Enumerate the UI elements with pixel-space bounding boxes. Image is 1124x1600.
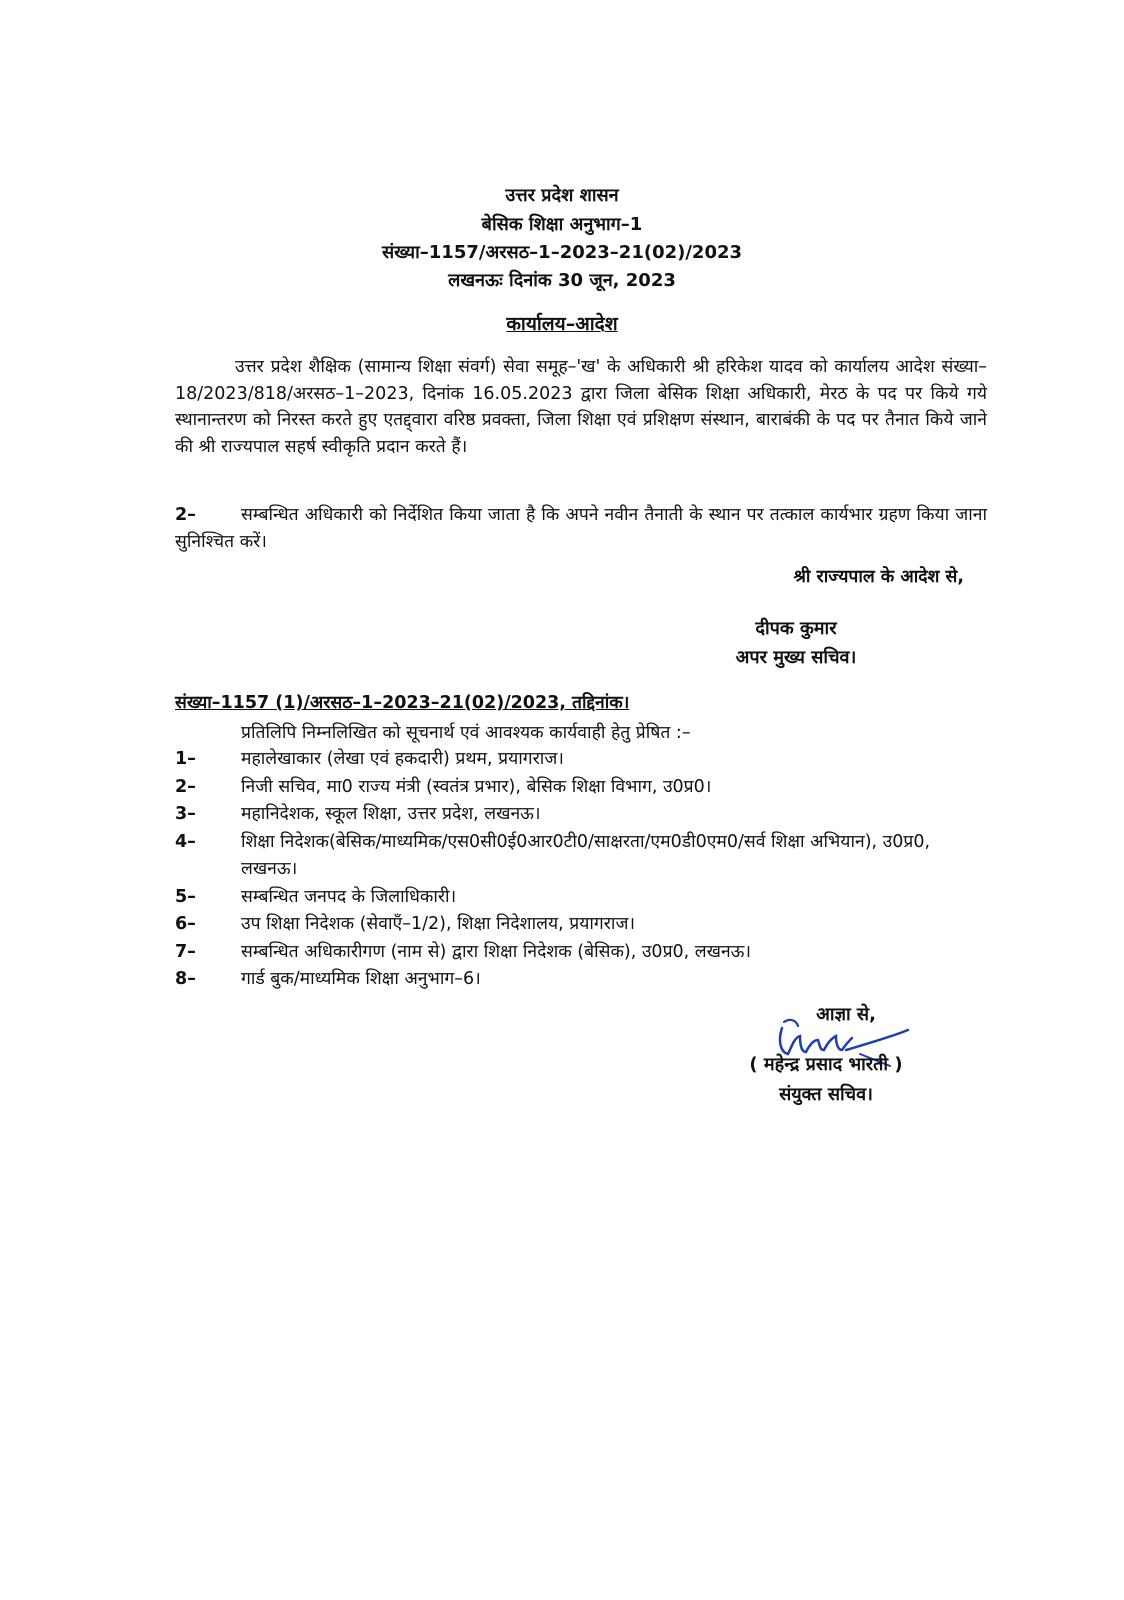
signatory-2	[706, 1000, 946, 1110]
copy-list-item-number: 3–	[175, 804, 196, 824]
signature-space	[706, 1030, 946, 1050]
copy-list-item	[175, 884, 987, 912]
copy-list-item-text: सम्बन्धित जनपद के जिलाधिकारी।	[241, 886, 457, 907]
signatory-2-order-by: आज्ञा से,	[816, 1004, 876, 1025]
copy-list-item-number: 6–	[175, 914, 196, 934]
copy-list-item-text: महानिदेशक, स्कूल शिक्षा, उत्तर प्रदेश, लखनऊ।	[241, 804, 541, 824]
signatory-1-designation: अपर मुख्य सचिव।	[735, 647, 857, 668]
copy-list-item	[175, 939, 987, 967]
copy-list-item-number: 5–	[175, 886, 196, 907]
copy-list-item-number: 1–	[175, 749, 196, 769]
paragraph-2-number: 2–	[175, 505, 196, 525]
copy-reference: संख्या–1157 (1)/अरसठ–1–2023–21(02)/2023, तद्दिनांक।	[175, 693, 630, 713]
paragraph-2-text: सम्बन्धित अधिकारी को निर्देशित किया जाता है कि अपने नवीन तैनाती के स्थान पर तत्काल कार्यभार ग्रहण किया जाना सुनिश्चित करें।	[175, 505, 987, 552]
header-place-date: लखनऊः दिनांक 30 जून, 2023	[448, 270, 676, 291]
copy-list-item	[175, 801, 987, 829]
copy-list-item-number: 7–	[175, 941, 196, 962]
paragraph-1	[175, 354, 987, 460]
copy-list-item-number: 8–	[175, 969, 196, 989]
copy-list-item	[175, 829, 987, 884]
copy-list-item-number: 4–	[175, 831, 196, 852]
order-by-governor: श्री राज्यपाल के आदेश से,	[793, 567, 964, 587]
copy-list-item-text: महालेखाकार (लेखा एवं हकदारी) प्रथम, प्रयागराज।	[241, 749, 564, 769]
copy-list-item	[175, 966, 987, 994]
copy-list-item-text: गार्ड बुक/माध्यमिक शिक्षा अनुभाग–6।	[241, 969, 481, 989]
copy-list-item-text: निजी सचिव, मा0 राज्य मंत्री (स्वतंत्र प्रभार), बेसिक शिक्षा विभाग, उ0प्र0।	[241, 776, 712, 797]
paragraph-1-text: उत्तर प्रदेश शैक्षिक (सामान्य शिक्षा संवर्ग) सेवा समूह–'ख' के अधिकारी श्री हरिकेश यादव को कार्यालय आदेश संख्या–18/2023/818/अरसठ–1–2023, दिनांक 16.05.2023 द्वारा जिला बेसिक शिक्षा अधिकारी, मेरठ के पद पर किये गये स्थानान्तरण को निरस्त करते हुए एतद्द्वारा वरिष्ठ प्रवक्ता, जिला शिक्षा एवं प्रशिक्षण संस्थान, बाराबंकी के पद पर तैनात किये जाने की श्री राज्यपाल सहर्ष स्वीकृति प्रदान करते हैं।	[175, 357, 987, 457]
signatory-2-name: ( महेन्द्र प्रसाद भारती )	[749, 1054, 903, 1075]
copy-list-item-number: 2–	[175, 776, 196, 797]
paragraph-2	[175, 502, 987, 555]
header-section: बेसिक शिक्षा अनुभाग–1	[481, 214, 643, 235]
signatory-2-designation: संयुक्त सचिव।	[779, 1084, 873, 1105]
copy-list	[175, 746, 987, 994]
order-title-text: कार्यालय–आदेश	[506, 313, 618, 335]
copy-list-item	[175, 774, 987, 802]
signatory-1	[646, 614, 946, 672]
copy-list-item-text: सम्बन्धित अधिकारीगण (नाम से) द्वारा शिक्षा निदेशक (बेसिक), उ0प्र0, लखनऊ।	[241, 941, 752, 962]
copy-list-item-text: उप शिक्षा निदेशक (सेवाएँ–1/2), शिक्षा निदेशालय, प्रयागराज।	[241, 914, 636, 934]
copy-intro: प्रतिलिपि निम्नलिखित को सूचनार्थ एवं आवश्यक कार्यवाही हेतु प्रेषित :–	[241, 723, 691, 743]
order-title	[0, 310, 1124, 336]
copy-list-item-text: शिक्षा निदेशक(बेसिक/माध्यमिक/एस0सी0ई0आर0टी0/साक्षरता/एम0डी0एम0/सर्व शिक्षा अभियान), उ0प्र0, लखनऊ।	[241, 831, 931, 879]
header-government: उत्तर प्रदेश शासन	[505, 185, 619, 206]
copy-list-item	[175, 746, 987, 774]
copy-list-item	[175, 911, 987, 939]
header-number: संख्या–1157/अरसठ–1–2023–21(02)/2023	[381, 242, 743, 263]
signatory-1-name: दीपक कुमार	[755, 618, 837, 639]
